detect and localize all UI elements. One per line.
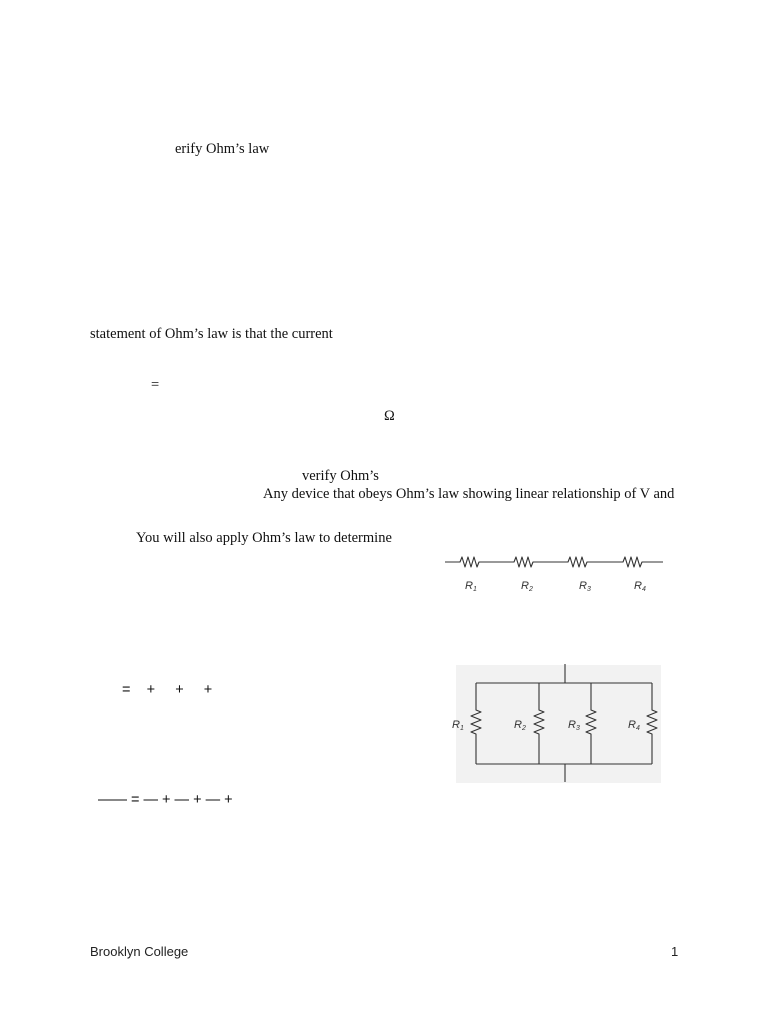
series-label-r3: R3 <box>579 580 591 593</box>
text-ohms-law-statement: statement of Ohm’s law is that the current <box>90 326 333 342</box>
branch-r1 <box>471 683 481 764</box>
parallel-resistor-diagram <box>440 660 665 785</box>
series-resistor-diagram <box>443 549 665 595</box>
parallel-label-r2: R2 <box>514 719 526 732</box>
text-equals-sign: = <box>151 377 160 393</box>
series-label-r1: R1 <box>465 580 477 593</box>
series-label-r2: R2 <box>521 580 533 593</box>
text-verify-ohms: verify Ohm’s <box>302 468 379 484</box>
parallel-label-r4: R4 <box>628 719 640 732</box>
series-label-r4: R4 <box>634 580 646 593</box>
footer-institution: Brooklyn College <box>90 944 189 959</box>
text-apply-ohms-law: You will also apply Ohm’s law to determine <box>136 530 392 546</box>
branch-r4 <box>647 683 657 764</box>
footer-page-number: 1 <box>671 944 679 959</box>
equation-series-resistance: = + + + <box>122 682 213 698</box>
parallel-label-r1: R1 <box>452 719 464 732</box>
text-any-device: Any device that obeys Ohm’s law showing linear relationship of V and <box>263 486 675 502</box>
parallel-label-r3: R3 <box>568 719 580 732</box>
equation-parallel-resistance: —— = — + — + — + <box>98 792 233 808</box>
text-verify-ohms-law: erify Ohm’s law <box>175 141 270 157</box>
branch-r2 <box>534 683 544 764</box>
series-wire <box>445 557 663 567</box>
text-ohm-symbol: Ω <box>384 408 395 424</box>
branch-r3 <box>586 683 596 764</box>
